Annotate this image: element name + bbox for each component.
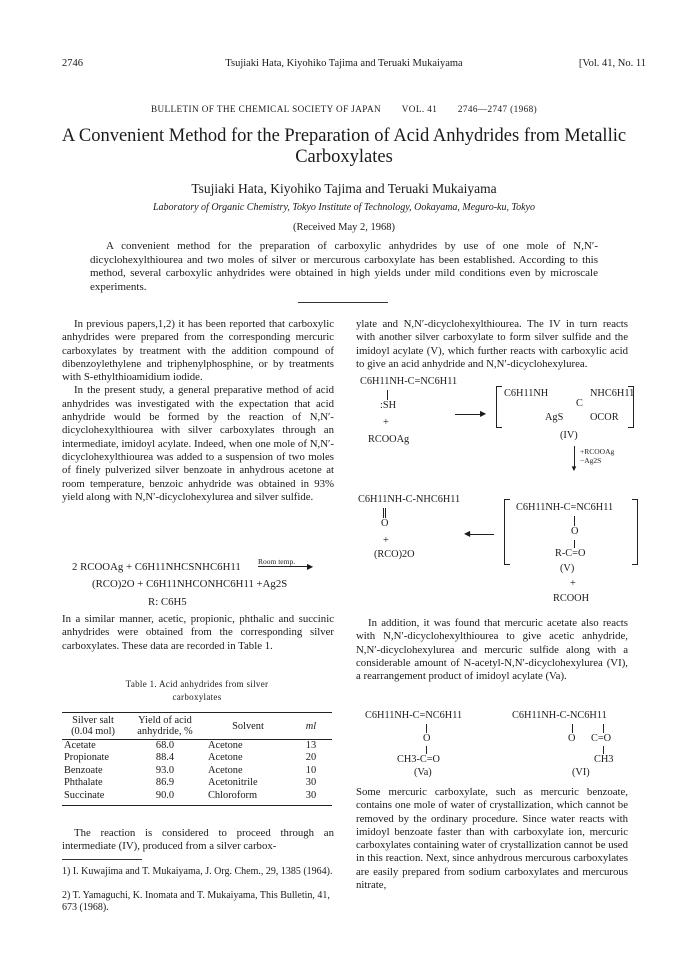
table-cell: 20 — [305, 752, 317, 764]
thiourea-formula: C6H11NH-C=NC6H11 — [360, 376, 458, 387]
right-para-1-block — [356, 318, 628, 371]
bracket-right-iv — [628, 386, 634, 428]
table-cell: 88.4 — [155, 752, 175, 764]
arrow-to-iv — [455, 414, 483, 415]
bond-line — [387, 390, 388, 400]
plus-sign-2: + — [383, 535, 389, 546]
vi-top: C6H11NH-C-NC6H11 — [512, 710, 607, 721]
journal-name: BULLETIN OF THE CHEMICAL SOCIETY OF JAPAN — [150, 104, 382, 114]
table-cell: 13 — [305, 740, 317, 751]
step-byproduct: −Ag2S — [580, 456, 602, 465]
arrow-head-back: ◀ — [464, 529, 471, 538]
footnote-2: 2) T. Yamaguchi, K. Inomata and T. Mukaiyama, This Bulletin, 41, 673 (1968). — [62, 890, 330, 913]
bracket-left-iv — [496, 386, 502, 428]
vi-label: (VI) — [572, 767, 590, 778]
va-bottom: CH3-C=O — [397, 754, 440, 765]
table-cell: 93.0 — [155, 764, 175, 776]
left-para-3-block — [62, 613, 334, 653]
table-cell: 10 — [305, 764, 317, 776]
running-volume: [Vol. 41, No. 11 — [578, 58, 646, 69]
v-top: C6H11NH-C=NC6H11 — [516, 502, 614, 513]
journal-line — [0, 104, 688, 114]
table-cell: Acetone — [208, 764, 243, 776]
table-cell: Benzoate — [64, 764, 103, 776]
table-cell: 68.0 — [155, 740, 175, 751]
right-para-1: ylate and N,N′-dicyclohexylthiourea. The IV in turn reacts with another silver carboxylate to form silver sulfide and the imidoyl acylate (V), which further reacts with carboxylic acid to give an acid anhydride and N,N′-dicyclohexylurea. — [356, 318, 628, 370]
table-caption-line-2: carboxylates — [172, 692, 222, 702]
abstract-rule — [298, 302, 388, 303]
col-header-solvent: Solvent — [206, 713, 290, 740]
v-acyl: R-C=O — [555, 548, 586, 559]
arrow-down-head: ▼ — [570, 464, 578, 473]
va-bond-2 — [426, 746, 427, 754]
left-para-4-block — [62, 827, 334, 854]
table-cell: Acetonitrile — [208, 777, 258, 789]
table-row — [62, 752, 332, 764]
table-cell: 90.0 — [124, 790, 206, 806]
eq-line-1: 2 RCOOAg + C6H11NHCSNHC6H11 — [72, 561, 241, 573]
right-para-2: In addition, it was found that mercuric acetate also reacts with N,N′-dicyclohexylthiourea to give acetic anhydride, N,N′-dicyclohexylurea and mercuric sulfide along with a considerable amount of N-acetyl-N,N′-dicyclohexylurea (VI), a rearrangement product of imidoyl acylate (Va). — [356, 617, 628, 683]
col-header-ml: ml — [290, 713, 332, 740]
step-reagent: +RCOOAg — [580, 447, 615, 456]
sh-group: :SH — [380, 400, 397, 411]
journal-pages: 2746—2747 (1968) — [457, 104, 538, 114]
left-para-1: In previous papers,1,2) it has been reported that carboxylic anhydrides were prepared from the corresponding mercuric carboxylates by treatment with the addition compound of dibenzoylethylene and triphenylphosphine, or by treatments with S-ethylthioamidium iodide. — [62, 318, 334, 384]
v-oxygen: O — [571, 526, 579, 537]
urea-formula: C6H11NH-C-NHC6H11 — [358, 494, 461, 505]
table-cell: 86.9 — [155, 777, 175, 789]
page-number: 2746 — [62, 58, 83, 69]
iv-ocor: OCOR — [590, 412, 619, 423]
table-row — [62, 777, 332, 789]
col-header-salt: Silver salt (0.04 mol) — [62, 713, 124, 740]
vi-carbonyl: C=O — [591, 733, 612, 744]
left-para-2: In the present study, a general preparative method of acid anhydrides was investigated with the expectation that acid anhydride would be formed by the reaction of N,N′-dicyclohexylthiourea with silver carboxylates through an intermediate, imidoyl acylate. Indeed, when one mole of N,N′-dicyclohexylthiourea was added to a suspension of two moles of finely pulverized silver benzoate in anhydrous acetone at room temperature, benzoic anhydride was obtained in 93% yield along with N,N′-dicyclohexylurea and silver sulfide. — [62, 384, 334, 503]
table-cell: Phthalate — [64, 777, 103, 789]
running-header — [0, 58, 688, 72]
table-cell: Propionate — [64, 752, 110, 764]
bracket-left-v — [504, 499, 510, 565]
v-bond-2 — [574, 540, 575, 548]
col-header-yield: Yield of acid anhydride, % — [124, 713, 206, 740]
eq-line-3: R: C6H5 — [148, 596, 187, 608]
abstract-text: A convenient method for the preparation of carboxylic anhydrides by use of one mole of N,N′-dicyclohexylthiourea and two moles of silver or mercurous carboxylate has been established. According to this method, several carboxylic anhydrides were obtained in high yields under mild conditions even by microscale experiments. — [90, 240, 598, 293]
va-oxygen: O — [423, 733, 431, 744]
iv-ags: AgS — [545, 412, 564, 423]
left-para-4: The reaction is considered to proceed through an intermediate (IV), produced from a silver carbox- — [62, 827, 334, 853]
footnote-rule — [62, 859, 142, 860]
eq-condition: Room temp. — [258, 557, 296, 566]
running-authors: Tsujiaki Hata, Kiyohiko Tajima and Teruaki Mukaiyama — [225, 58, 463, 69]
eq-arrow-head: ▶ — [307, 562, 314, 571]
paper-title: A Convenient Method for the Preparation of Acid Anhydrides from Metallic Carboxylates — [61, 126, 627, 167]
vi-bond-b — [603, 724, 604, 733]
table-cell: Succinate — [62, 790, 124, 806]
silver-carboxylate: RCOOAg — [368, 434, 410, 445]
bracket-right-v — [632, 499, 638, 565]
table-cell: Acetone — [208, 752, 243, 764]
iv-label: (IV) — [560, 430, 578, 441]
eq-arrow — [258, 566, 310, 567]
v-bond — [574, 516, 575, 526]
received-date: (Received May 2, 1968) — [292, 222, 396, 233]
table-cell: 30 — [290, 790, 332, 806]
carboxylic-acid: RCOOH — [553, 593, 590, 604]
table-cell: Acetone — [208, 740, 243, 751]
va-label: (Va) — [414, 767, 432, 778]
journal-volume: VOL. 41 — [401, 104, 438, 114]
v-plus: + — [570, 578, 576, 589]
vi-bond-a — [572, 724, 573, 733]
va-top: C6H11NH-C=NC6H11 — [365, 710, 463, 721]
arrow-head-iv: ▶ — [480, 409, 487, 418]
vi-methyl: CH3 — [594, 754, 614, 765]
urea-oxygen: O — [381, 518, 389, 529]
table-row — [62, 765, 332, 777]
table-row — [62, 740, 332, 753]
iv-carbon: C — [576, 398, 583, 409]
table-row — [62, 790, 332, 806]
abstract — [90, 240, 598, 294]
left-column-text — [62, 318, 334, 504]
urea-double-bond — [383, 508, 386, 518]
eq-line-2: (RCO)2O + C6H11NHCONHC6H11 +Ag2S — [92, 578, 288, 590]
footnote-1: 1) I. Kuwajima and T. Mukaiyama, J. Org. Chem., 29, 1385 (1964). — [62, 866, 333, 877]
vi-oxygen: O — [568, 733, 576, 744]
table-cell: Chloroform — [206, 790, 290, 806]
right-para-2-block — [356, 617, 628, 683]
right-para-3: Some mercuric carboxylate, such as mercuric benzoate, contains one mole of water of crystallization, which cannot be removed by the ordinary procedure. Since water reacts with imidoyl benzoate faster than with carboxylate ion, mercuric carboxylates containing water of crystallization cannot be used in this reaction. Next, since anhydrous mercurous carboxylates are easily prepared from sodium carboxylates and mercurous nitrate, — [356, 786, 628, 892]
iv-top-left: C6H11NH — [504, 388, 549, 399]
table-cell: 30 — [305, 777, 317, 789]
right-para-3-block — [356, 786, 628, 892]
table-caption-line-1: Table 1. Acid anhydrides from silver — [125, 679, 269, 689]
arrow-to-anhydride — [470, 534, 494, 535]
vi-bond-c — [603, 746, 604, 754]
left-para-3: In a similar manner, acetic, propionic, phthalic and succinic anhydrides were obtained from the corresponding silver carboxylates. These data are recorded in Table 1. — [62, 613, 334, 652]
iv-top-right: NHC6H11 — [590, 388, 635, 399]
v-label: (V) — [560, 563, 575, 574]
table-caption — [62, 678, 332, 704]
table-1 — [62, 712, 332, 806]
table-cell: Acetate — [64, 740, 96, 751]
plus-sign: + — [383, 417, 389, 428]
affiliation: Laboratory of Organic Chemistry, Tokyo Institute of Technology, Ookayama, Meguro-ku, Tokyo — [152, 202, 535, 213]
va-bond — [426, 724, 427, 733]
paper-authors: Tsujiaki Hata, Kiyohiko Tajima and Teruaki Mukaiyama — [191, 181, 497, 196]
anhydride-product: (RCO)2O — [374, 549, 415, 560]
